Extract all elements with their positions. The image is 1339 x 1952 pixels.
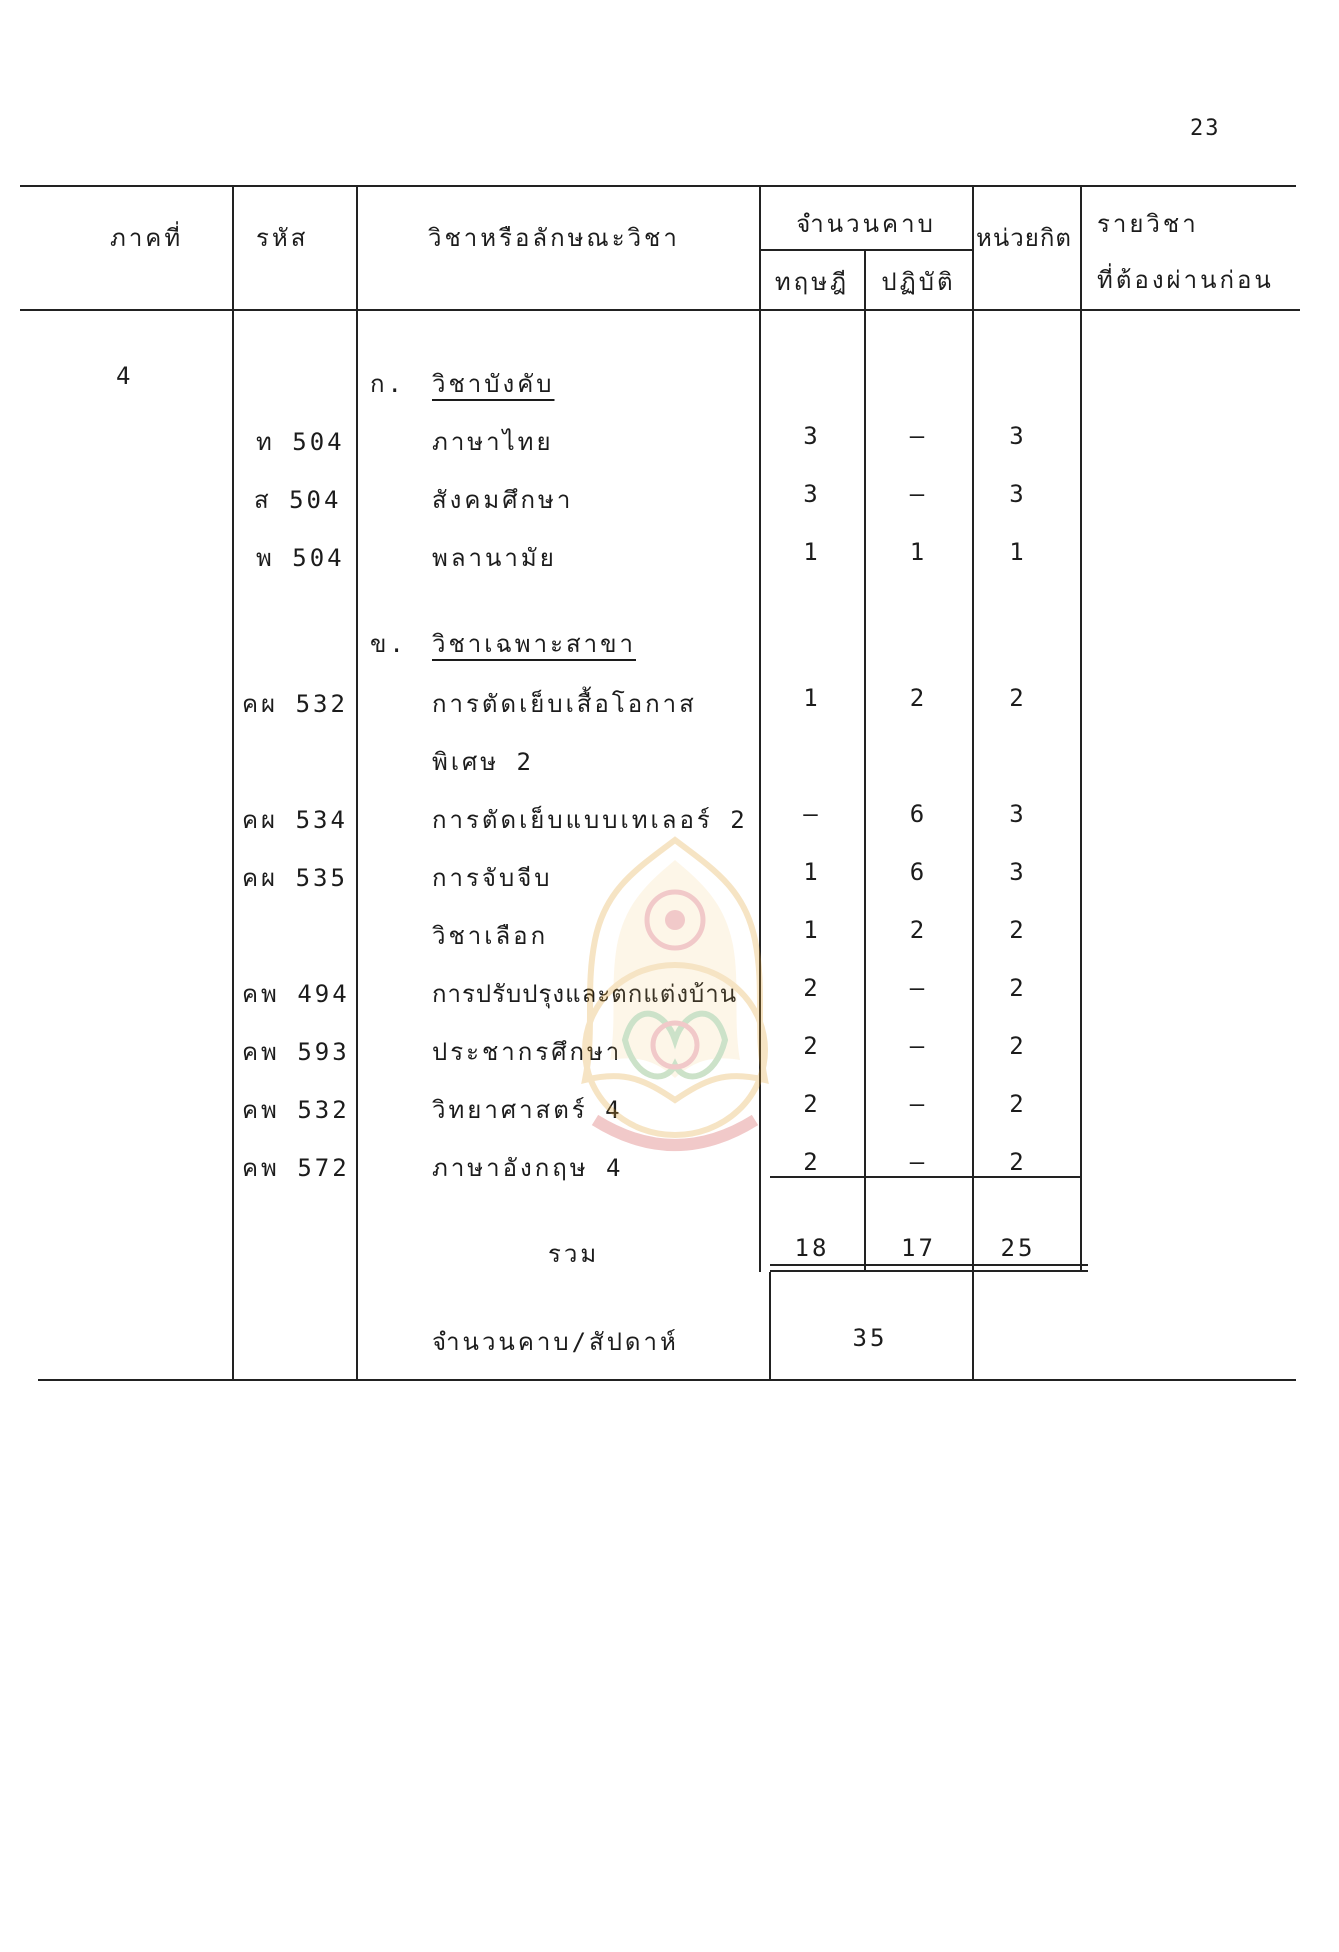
row-code: คผ 535 — [242, 864, 348, 892]
row-credits: 3 — [1009, 800, 1027, 828]
row-theory: 2 — [803, 1090, 821, 1118]
row-theory: 1 — [803, 916, 821, 944]
row-subject: สังคมศึกษา — [432, 486, 574, 514]
row-code: คผ 534 — [242, 806, 348, 834]
table-bottom-rule — [38, 1379, 1296, 1381]
total-lower-rule-1 — [770, 1264, 1088, 1266]
row-code: พ 504 — [256, 544, 345, 572]
row-credits: 1 — [1009, 538, 1027, 566]
row-theory: 2 — [803, 1032, 821, 1060]
header-practice: ปฏิบัติ — [881, 268, 956, 296]
row-subject: การจับจีบ — [432, 864, 553, 892]
group-a-title: วิชาบังคับ — [432, 370, 555, 398]
row-code: ท 504 — [256, 428, 345, 456]
header-prereq-line2: ที่ต้องผ่านก่อน — [1097, 266, 1274, 294]
page-number: 23 — [1190, 116, 1221, 141]
group-b-letter: ข. — [370, 630, 407, 658]
col-divider-credits — [972, 186, 974, 1379]
col-divider-subject — [356, 186, 358, 1379]
row-credits: 3 — [1009, 480, 1027, 508]
row-subject: วิทยาศาสตร์ 4 — [432, 1096, 623, 1124]
header-term: ภาคที่ — [110, 224, 184, 252]
row-subject: ประชากรศึกษา — [432, 1038, 623, 1066]
row-credits: 2 — [1009, 1090, 1027, 1118]
table-top-rule — [20, 185, 1296, 187]
row-code: คพ 572 — [242, 1154, 350, 1182]
row-theory: 1 — [803, 538, 821, 566]
row-practice: 6 — [909, 800, 928, 828]
row-code: คพ 593 — [242, 1038, 350, 1066]
col-divider-code — [232, 186, 234, 1379]
header-theory: ทฤษฎี — [774, 268, 850, 296]
col-divider-prereq — [1080, 186, 1082, 1272]
row-subject: การตัดเย็บแบบเทเลอร์ 2 — [432, 806, 748, 834]
total-upper-rule — [770, 1176, 1080, 1178]
header-periods: จำนวนคาบ — [796, 210, 936, 238]
row-theory: 2 — [803, 974, 821, 1002]
row-practice: – — [909, 1032, 928, 1060]
row-subject: พลานามัย — [432, 544, 557, 572]
row-practice: – — [909, 422, 928, 450]
row-practice: 2 — [909, 684, 928, 712]
row-subject: ภาษาอังกฤษ 4 — [432, 1154, 624, 1182]
total-credits: 25 — [1000, 1234, 1036, 1262]
row-subject: ภาษาไทย — [432, 428, 554, 456]
total-lower-rule-2 — [770, 1270, 1088, 1272]
row-subject: การปรับปรุงและตกแต่งบ้าน — [432, 980, 738, 1008]
row-credits: 3 — [1009, 422, 1027, 450]
header-code: รหัส — [256, 224, 309, 252]
header-bottom-rule — [20, 309, 1300, 311]
header-prereq-line1: รายวิชา — [1097, 210, 1199, 238]
weekly-label: จำนวนคาบ/สัปดาห์ — [432, 1328, 679, 1356]
term-value: 4 — [116, 362, 134, 390]
row-credits: 2 — [1009, 916, 1027, 944]
row-credits: 2 — [1009, 1148, 1027, 1176]
row-theory: 3 — [803, 422, 821, 450]
total-practice: 17 — [901, 1234, 936, 1262]
row-practice: 6 — [909, 858, 928, 886]
row-code: คพ 494 — [242, 980, 350, 1008]
row-code: ส 504 — [254, 486, 342, 514]
row-subject: วิชาเลือก — [432, 922, 549, 950]
row-code: คพ 532 — [242, 1096, 350, 1124]
total-theory: 18 — [794, 1234, 830, 1262]
row-theory: – — [803, 800, 821, 828]
header-subject: วิชาหรือลักษณะวิชา — [428, 224, 680, 252]
row-practice: – — [909, 1090, 928, 1118]
group-a-letter: ก. — [370, 370, 405, 398]
row-practice: – — [909, 480, 928, 508]
col-divider-practice — [864, 250, 866, 1272]
row-practice: – — [909, 974, 928, 1002]
row-credits: 3 — [1009, 858, 1027, 886]
row-credits: 2 — [1009, 1032, 1027, 1060]
row-practice: 1 — [909, 538, 928, 566]
row-subject: พิเศษ 2 — [432, 748, 534, 776]
row-code: คผ 532 — [242, 690, 348, 718]
row-credits: 2 — [1009, 974, 1027, 1002]
row-theory: 1 — [803, 684, 821, 712]
weekly-value: 35 — [852, 1324, 888, 1352]
total-label: รวม — [548, 1240, 600, 1268]
row-theory: 1 — [803, 858, 821, 886]
row-practice: 2 — [909, 916, 928, 944]
periods-underline — [760, 249, 972, 251]
row-theory: 3 — [803, 480, 821, 508]
row-theory: 2 — [803, 1148, 821, 1176]
group-b-title: วิชาเฉพาะสาขา — [432, 630, 636, 658]
emblem-watermark — [565, 830, 785, 1190]
header-credits: หน่วยกิต — [976, 224, 1072, 252]
row-credits: 2 — [1009, 684, 1027, 712]
row-practice: – — [909, 1148, 928, 1176]
row-subject: การตัดเย็บเสื้อโอกาส — [432, 690, 697, 718]
